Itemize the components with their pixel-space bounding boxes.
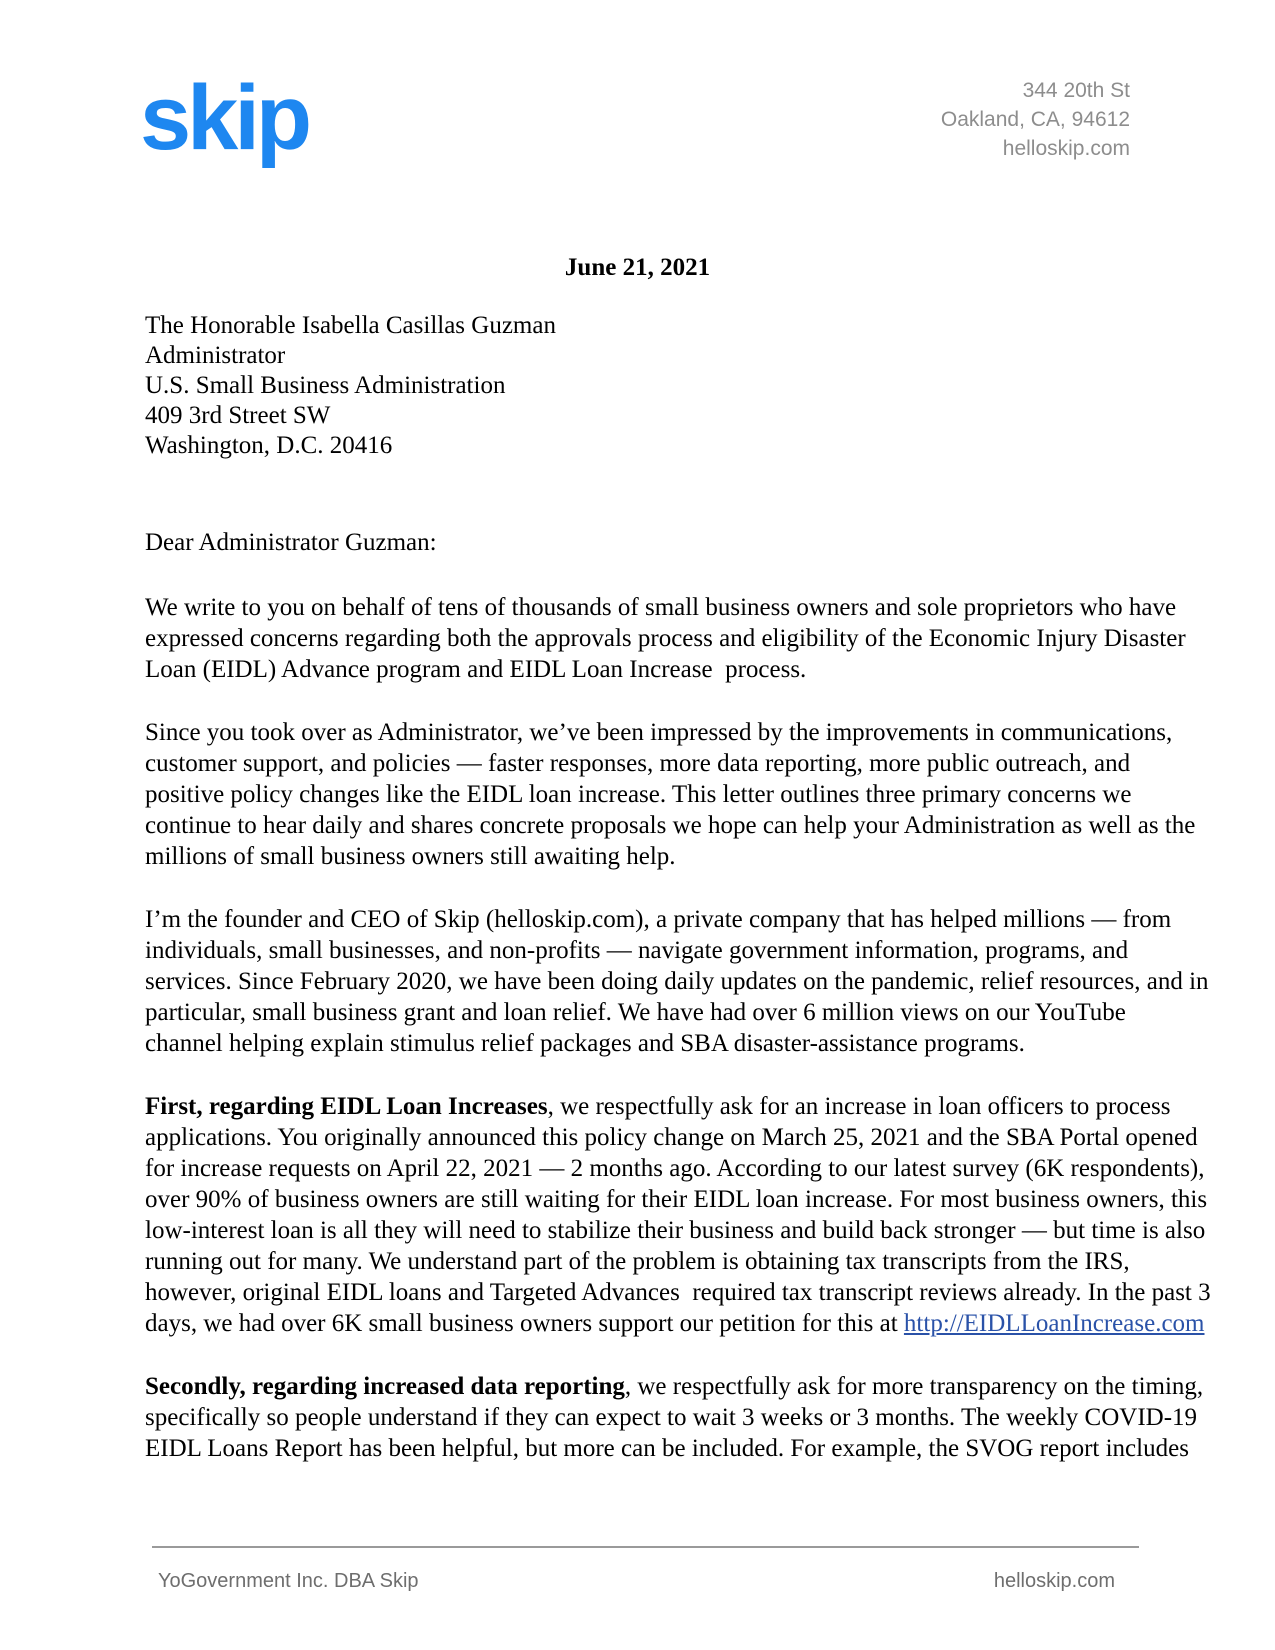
page-footer (158, 1568, 1115, 1594)
text-line (145, 654, 1130, 685)
recipient-line: Administrator (145, 342, 286, 369)
text-run: I’m the founder and CEO of Skip (helloskip.com), a private company that has helped millions — from (145, 906, 1172, 933)
text-line (145, 1028, 1130, 1059)
recipient-line: U.S. Small Business Administration (145, 372, 506, 399)
text-line (145, 1402, 1198, 1433)
letter-date: June 21, 2021 (564, 254, 711, 281)
text-run: low-interest loan is all they will need to stabilize their business and build back stronger — but time is also (145, 1217, 1206, 1244)
text-line (145, 1122, 1198, 1153)
text-run: particular, small business grant and loan relief. We have had over 6 million views on our YouTube (145, 999, 1126, 1026)
bold-run: Secondly, regarding increased data reporting (145, 1373, 625, 1400)
footer-website: helloskip.com (993, 1570, 1115, 1592)
eidl-petition-link[interactable]: http://EIDLLoanIncrease.com (903, 1310, 1205, 1337)
text-run: expressed concerns regarding both the approvals process and eligibility of the Economic Injury Disaster (145, 625, 1186, 652)
recipient-line: Washington, D.C. 20416 (145, 432, 393, 459)
text-run: customer support, and policies — faster responses, more data reporting, more public outreach, and (145, 750, 1131, 777)
text-run: applications. You originally announced this policy change on March 25, 2021 and the SBA Portal opened (145, 1124, 1198, 1151)
letterhead-address-line: 344 20th St (1022, 79, 1130, 102)
text-run: running out for many. We understand part of the problem is obtaining tax transcripts from the IRS, (145, 1248, 1130, 1275)
text-line (145, 592, 1177, 623)
paragraph-2 (145, 717, 1196, 872)
text-line (145, 1371, 1204, 1402)
letterhead-address (941, 76, 1130, 163)
text-run: services. Since February 2020, we have been doing daily updates on the pandemic, relief resources, and in (145, 968, 1209, 995)
text-run: We write to you on behalf of tens of thousands of small business owners and sole proprietors who have (145, 594, 1177, 621)
text-line (145, 748, 1130, 779)
text-run: for increase requests on April 22, 2021 — 2 months ago. According to our latest survey (6K respondents), (145, 1155, 1205, 1182)
text-line (145, 904, 1172, 935)
skip-logo: skip (140, 67, 309, 169)
paragraph-1 (145, 592, 1186, 685)
recipient-address (145, 311, 1130, 461)
text-line (145, 1433, 1189, 1464)
text-run: over 90% of business owners are still waiting for their EIDL loan increase. For most business owners, this (145, 1186, 1208, 1213)
text-run: , we respectfully ask for more transparency on the timing, (624, 1373, 1204, 1400)
text-run: channel helping explain stimulus relief packages and SBA disaster-assistance programs. (145, 1030, 1025, 1057)
text-line (145, 1246, 1130, 1277)
text-line (145, 1215, 1206, 1246)
text-line (145, 1277, 1211, 1308)
salutation: Dear Administrator Guzman: (145, 529, 437, 556)
text-line (145, 1153, 1205, 1184)
paragraphs (145, 592, 1211, 1464)
text-line (145, 841, 1130, 872)
text-run: individuals, small businesses, and non-profits — navigate government information, programs, and (145, 937, 1129, 964)
text-run: EIDL Loans Report has been helpful, but more can be included. For example, the SVOG report includes (145, 1435, 1189, 1462)
letter-body (145, 252, 1211, 1496)
text-run: however, original EIDL loans and Targeted Advances required tax transcript reviews already. In the past 3 (145, 1279, 1211, 1306)
letterhead-address-line: Oakland, CA, 94612 (940, 108, 1130, 131)
text-run: positive policy changes like the EIDL loan increase. This letter outlines three primary concerns we (145, 781, 1132, 808)
text-run: continue to hear daily and shares concrete proposals we hope can help your Administration as well as the (145, 812, 1196, 839)
text-run: days, we had over 6K small business owners support our petition for this at (145, 1310, 904, 1337)
text-line (145, 1091, 1171, 1122)
text-line (145, 810, 1196, 841)
text-run: millions of small business owners still awaiting help. (145, 843, 676, 870)
text-line (145, 1308, 1205, 1339)
text-line (145, 717, 1173, 748)
text-line (145, 935, 1130, 966)
text-run: Loan (EIDL) Advance program and EIDL Loan Increase process. (145, 656, 807, 683)
text-line (145, 779, 1130, 810)
text-run: Since you took over as Administrator, we’ve been impressed by the improvements in communications, (145, 719, 1173, 746)
recipient-line: The Honorable Isabella Casillas Guzman (145, 312, 556, 339)
text-line (145, 966, 1209, 997)
text-line (145, 997, 1130, 1028)
text-run: , we respectfully ask for an increase in loan officers to process (547, 1093, 1171, 1120)
text-line (145, 623, 1186, 654)
paragraph-3 (145, 904, 1209, 1059)
text-run: specifically so people understand if they can expect to wait 3 weeks or 3 months. The weekly COVID-19 (145, 1404, 1198, 1431)
paragraph-4 (145, 1091, 1211, 1339)
text-line (145, 1184, 1208, 1215)
letterhead-address-line: helloskip.com (1002, 137, 1130, 160)
bold-run: First, regarding EIDL Loan Increases (145, 1093, 548, 1120)
recipient-line: 409 3rd Street SW (145, 402, 331, 429)
paragraph-5 (145, 1371, 1204, 1464)
footer-divider (152, 1546, 1139, 1548)
footer-company: YoGovernment Inc. DBA Skip (158, 1570, 419, 1592)
